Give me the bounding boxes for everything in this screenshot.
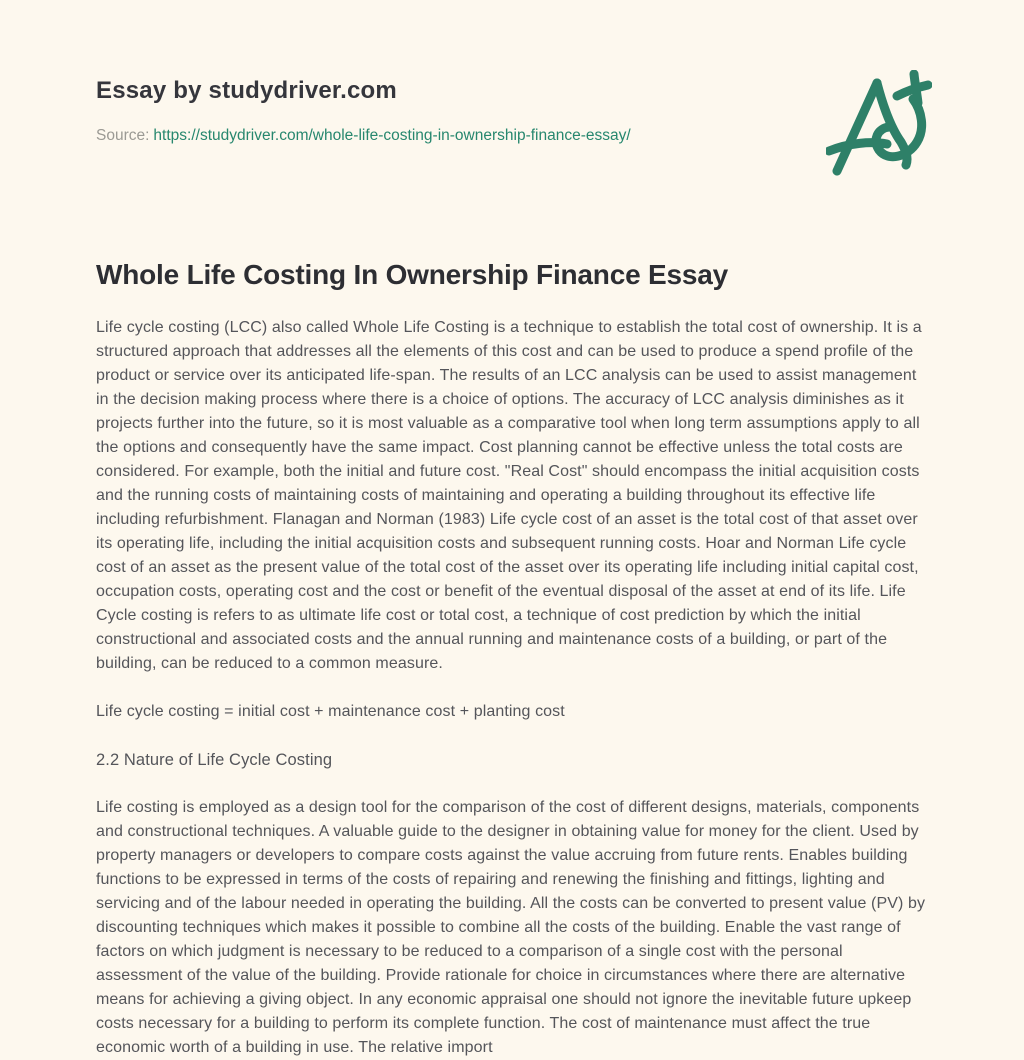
intro-paragraph: Life cycle costing (LCC) also called Whole Life Costing is a technique to establish the total cost of ownership. It is a structured approach that addresses all the elements of this cost and can be used to produce a spend profile of the product or service over its anticipated life-span. The results of an LCC analysis can be used to assist management in the decision making process where there is a choice of options. The accuracy of LCC analysis diminishes as it projects further into the future, so it is most valuable as a comparative tool when long term assumptions apply to all the options and consequently have the same impact. Cost planning cannot be effective unless the total costs are considered. For example, both the initial and future cost. "Real Cost" should encompass the initial acquisition costs and the running costs of maintaining costs of maintaining and operating a building throughout its effective life including refurbishment. Flanagan and Norman (1983) Life cycle cost of an asset is the total cost of that asset over its operating life, including the initial acquisition costs and subsequent running costs. Hoar and Norman Life cycle cost of an asset as the present value of the total cost of the asset over its operating life including initial capital cost, occupation costs, operating cost and the cost or benefit of the eventual disposal of the asset at end of its life. Life Cycle costing is refers to as ultimate life cost or total cost, a technique of cost prediction by which the initial constructional and associated costs and the annual running and maintenance costs of a building, or part of the building, can be reduced to a common measure. (96, 319, 922, 672)
section-heading: 2.2 Nature of Life Cycle Costing (96, 751, 333, 769)
a-plus-logo-icon (826, 70, 932, 180)
essay-title: Whole Life Costing In Ownership Finance Essay (96, 259, 728, 290)
nature-paragraph: Life costing is employed as a design tool for the comparison of the cost of different designs, materials, components and constructional techniques. A valuable guide to the designer in obtaining value for money for the client. Used by property managers or developers to compare costs against the value accruing from future rents. Enables building functions to be expressed in terms of the costs of repairing and renewing the finishing and fittings, lighting and servicing and of the labour needed in operating the building. All the costs can be converted to present value (PV) by discounting techniques which makes it possible to combine all the costs of the building. Enable the vast range of factors on which judgment is necessary to be reduced to a comparison of a single cost with the personal assessment of the value of the building. Provide rationale for choice in circumstances where there are alternative means for achieving a giving object. In any economic appraisal one should not ignore the inevitable future upkeep costs necessary for a building to perform its complete function. The cost of maintenance must affect the true economic worth of a building in use. The relative import (96, 799, 926, 1056)
page-header (96, 0, 927, 147)
source-link[interactable]: https://studydriver.com/whole-life-costing-in-ownership-finance-essay/ (153, 127, 631, 144)
source-label: Source: (96, 127, 150, 144)
source-line (96, 125, 927, 147)
byline: Essay by studydriver.com (96, 77, 397, 104)
essay-content (96, 257, 927, 1060)
formula-line: Life cycle costing = initial cost + maintenance cost + planting cost (96, 703, 565, 720)
